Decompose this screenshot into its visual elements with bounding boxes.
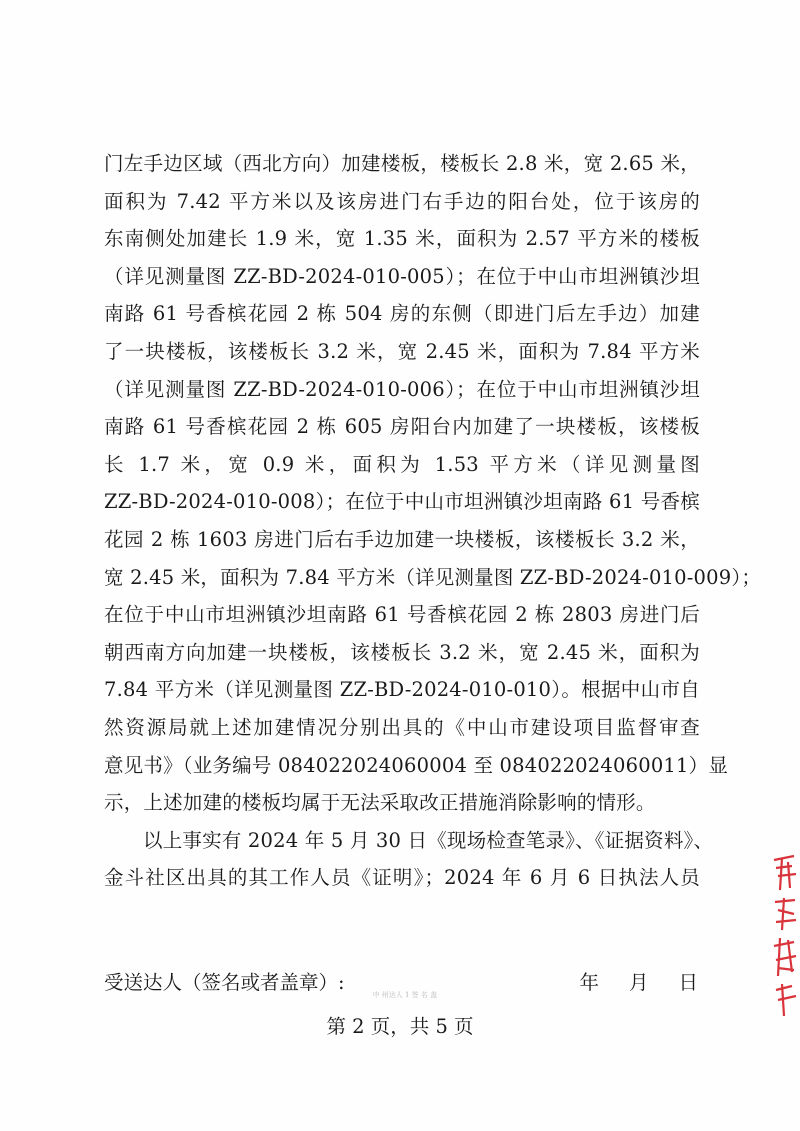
text-line: 花园 2 栋 1603 房进门后右手边加建一块楼板，该楼板长 3.2 米， — [104, 527, 700, 551]
text-line: （详见测量图 ZZ-BD-2024-010-005）；在位于中山市坦洲镇沙坦 — [104, 264, 700, 288]
text-line: 示，上述加建的楼板均属于无法采取改正措施消除影响的情形。 — [104, 791, 656, 815]
text-line: 然资源局就上述加建情况分别出具的《中山市建设项目监督审查 — [104, 715, 700, 739]
text-line: 长 1.7 米，宽 0.9 米，面积为 1.53 平方米（详见测量图 — [104, 452, 700, 476]
text-line: 朝西南方向加建一块楼板，该楼板长 3.2 米，宽 2.45 米，面积为 — [104, 640, 700, 664]
seal-fragment-stamp — [770, 850, 800, 1020]
text-line: 南路 61 号香槟花园 2 栋 504 房的东侧（即进门后左手边）加建 — [104, 302, 700, 326]
date-month: 月 — [628, 971, 649, 994]
text-line: 门左手边区域（西北方向）加建楼板，楼板长 2.8 米，宽 2.65 米， — [104, 152, 700, 175]
text-line: 意见书》（业务编号 084022024060004 至 084022024060011）显 — [104, 753, 729, 777]
page-number: 第 2 页，共 5 页 — [326, 1015, 474, 1038]
date-fields — [579, 968, 698, 998]
text-line: （详见测量图 ZZ-BD-2024-010-006）；在位于中山市坦洲镇沙坦 — [104, 377, 700, 401]
date-year: 年 — [579, 971, 599, 994]
text-line: 了一块楼板，该楼板长 3.2 米，宽 2.45 米，面积为 7.84 平方米 — [104, 339, 700, 363]
text-line: 以上事实有 2024 年 5 月 30 日《现场检查笔录》、《证据资料》、 — [143, 828, 714, 852]
signature-faint-text: 中 州达人 1 签 名 盖 — [372, 991, 438, 999]
text-line: 面积为 7.42 平方米以及该房进门右手边的阳台处，位于该房的 — [104, 189, 700, 213]
text-line: 金斗社区出具的其工作人员《证明》；2024 年 6 月 6 日执法人员 — [104, 866, 700, 890]
signature-label: 受送达人（签名或者盖章）: — [104, 971, 345, 994]
text-line: 7.84 平方米（详见测量图 ZZ-BD-2024-010-010）。根据中山市自 — [104, 678, 700, 702]
text-line: 东南侧处加建长 1.9 米，宽 1.35 米，面积为 2.57 平方米的楼板 — [104, 227, 700, 251]
text-line: 在位于中山市坦洲镇沙坦南路 61 号香槟花园 2 栋 2803 房进门后 — [104, 603, 700, 627]
text-line: ZZ-BD-2024-010-008）；在位于中山市坦洲镇沙坦南路 61 号香槟 — [104, 490, 700, 514]
text-line: 南路 61 号香槟花园 2 栋 605 房阳台内加建了一块楼板，该楼板 — [104, 415, 700, 439]
body-text — [104, 145, 762, 897]
text-line: 宽 2.45 米，面积为 7.84 平方米（详见测量图 ZZ-BD-2024-010-009）； — [104, 565, 762, 589]
date-day: 日 — [678, 971, 698, 994]
signature-row — [104, 968, 700, 1010]
